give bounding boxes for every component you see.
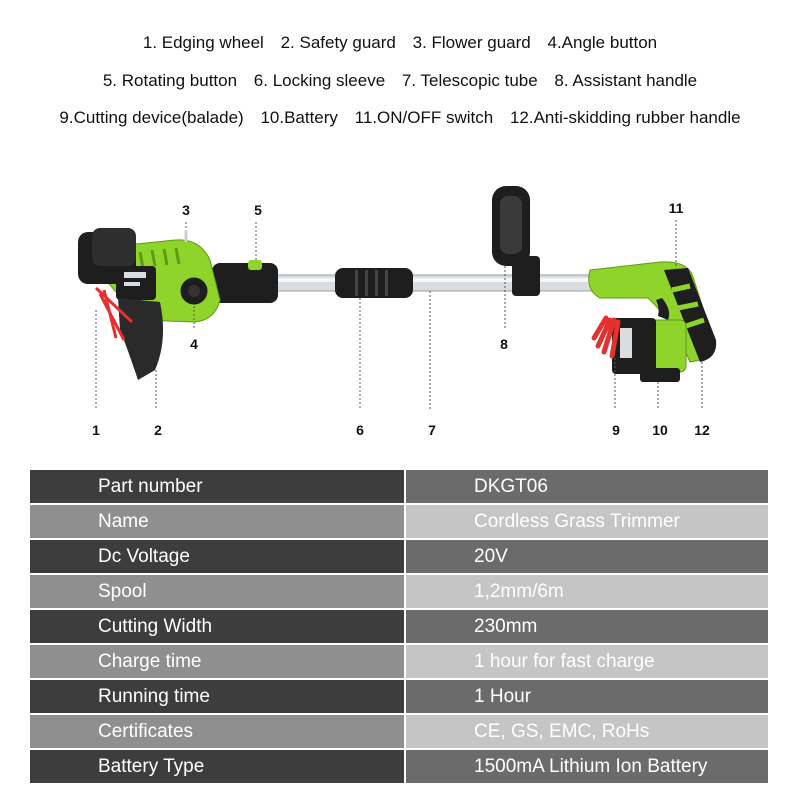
locking-sleeve-grip [375, 270, 378, 296]
legend-item: 3. Flower guard [412, 33, 531, 52]
spec-value: 230mm [405, 609, 768, 644]
legend-item: 1. Edging wheel [142, 33, 264, 52]
callout-3: 3 [182, 202, 190, 218]
spec-value: 1 Hour [405, 679, 768, 714]
callout-2: 2 [154, 422, 162, 438]
spec-label: Charge time [30, 644, 405, 679]
table-row [30, 644, 768, 679]
legend-item: 6. Locking sleeve [253, 71, 386, 90]
table-row [30, 504, 768, 539]
table-row [30, 574, 768, 609]
legend-row-1 [0, 33, 800, 53]
table-row [30, 539, 768, 574]
rotating-collar [212, 263, 278, 303]
locking-sleeve-grip [355, 270, 358, 296]
table-row [30, 470, 768, 504]
spec-label: Spool [30, 574, 405, 609]
side-label [124, 282, 140, 286]
spec-value: 20V [405, 539, 768, 574]
spec-value: Cordless Grass Trimmer [405, 504, 768, 539]
spec-value: 1 hour for fast charge [405, 644, 768, 679]
callout-11: 11 [668, 200, 684, 216]
spec-label: Cutting Width [30, 609, 405, 644]
legend-item: 5. Rotating button [102, 71, 238, 90]
callout-6: 6 [356, 422, 364, 438]
spec-label: Battery Type [30, 749, 405, 783]
spec-label: Part number [30, 470, 405, 504]
locking-sleeve-grip [385, 270, 388, 296]
spec-label: Running time [30, 679, 405, 714]
spec-label: Dc Voltage [30, 539, 405, 574]
table-row [30, 749, 768, 783]
legend-item: 10.Battery [260, 108, 338, 127]
side-label [124, 272, 146, 278]
legend-item: 4.Angle button [547, 33, 658, 52]
spec-value: CE, GS, EMC, RoHs [405, 714, 768, 749]
locking-sleeve [335, 268, 413, 298]
table-row [30, 679, 768, 714]
assistant-handle-clamp [512, 256, 540, 296]
locking-sleeve-grip [365, 270, 368, 296]
callout-7: 7 [428, 422, 436, 438]
callout-9: 9 [612, 422, 620, 438]
legend-item: 2. Safety guard [280, 33, 396, 52]
rotating-button [248, 260, 262, 270]
legend-item: 7. Telescopic tube [401, 71, 538, 90]
legend-row-3 [0, 108, 800, 128]
spec-label: Certificates [30, 714, 405, 749]
spec-value: 1500mA Lithium Ion Battery [405, 749, 768, 783]
table-row [30, 714, 768, 749]
cutting-device-red [594, 318, 618, 356]
tube-highlight [270, 278, 600, 282]
spec-value: 1,2mm/6m [405, 574, 768, 609]
spec-table [30, 470, 768, 783]
callout-10: 10 [652, 422, 668, 438]
callout-4: 4 [190, 336, 198, 352]
legend-item: 8. Assistant handle [554, 71, 698, 90]
edging-wheel [92, 228, 136, 266]
legend-item: 12.Anti-skidding rubber handle [509, 108, 741, 127]
telescopic-tube [270, 275, 600, 291]
spec-label: Name [30, 504, 405, 539]
legend-row-2 [0, 71, 800, 91]
spec-value: DKGT06 [405, 470, 768, 504]
product-diagram [0, 170, 800, 460]
callout-8: 8 [500, 336, 508, 352]
legend-item: 9.Cutting device(balade) [59, 108, 244, 127]
battery-label [620, 328, 632, 358]
legend-item: 11.ON/OFF switch [354, 108, 494, 127]
callout-12: 12 [694, 422, 710, 438]
callout-5: 5 [254, 202, 262, 218]
callout-1: 1 [92, 422, 100, 438]
table-row [30, 609, 768, 644]
